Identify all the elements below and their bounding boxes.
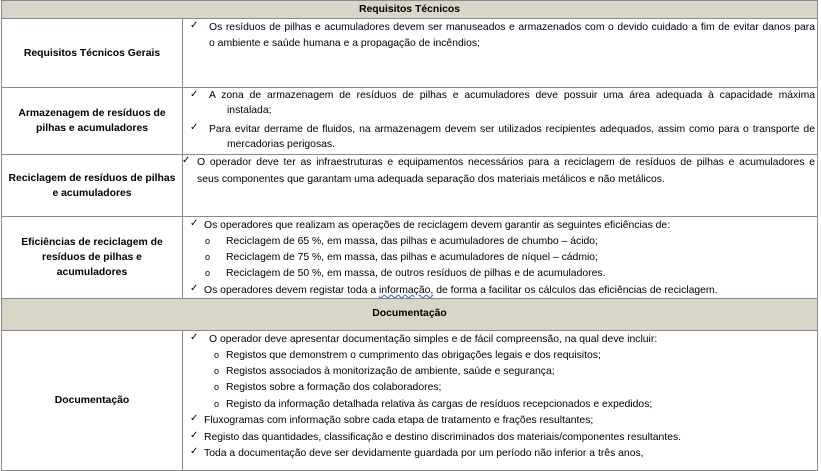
requirement-text-line: o ambiente e saúde humana e a propagação de incêndios;	[209, 38, 480, 49]
section-header-requisitos-tecnicos	[1, 0, 818, 19]
section-header-documentacao	[1, 299, 818, 331]
table-row-eficiencias	[1, 217, 818, 299]
text-part: de forma a facilitar os cálculos das eficiências de reciclagem.	[436, 285, 718, 296]
circle-bullet-icon: o	[205, 252, 211, 262]
sub-item-text: Reciclagem de 65 %, em massa, das pilhas e acumuladores de chumbo – ácido;	[226, 236, 598, 247]
check-icon: ✓	[190, 430, 199, 441]
requirement-text-line: Fluxogramas com informação sobre cada etapa de tratamento e frações resultantes;	[204, 415, 594, 426]
requirement-text-line: Registo das quantidades, classificação e destino discriminados dos materiais/componentes resultantes.	[204, 432, 682, 443]
sub-item-text: Registo da informação detalhada relativa às cargas de resíduos recepcionados e expedidos;	[226, 399, 653, 410]
requirement-text-line: Os resíduos de pilhas e acumuladores devem ser manuseados e armazenados com o devido cuidado a fim de evitar danos para	[209, 22, 815, 33]
requirement-text-line: A zona de armazenagem de resíduos de pilhas e acumuladores deve possuir uma área adequada à capacidade máxima	[209, 90, 815, 101]
requirement-text-line: mercadorias perigosas.	[227, 139, 335, 150]
check-icon: ✓	[190, 122, 199, 133]
check-icon: ✓	[182, 155, 191, 166]
table-row-documentacao	[1, 331, 818, 471]
requirement-text-line: Os operadores que realizam as operações de reciclagem devem garantir as seguintes eficiências de:	[204, 220, 671, 231]
row-content	[183, 88, 817, 154]
row-label: Reciclagem de resíduos de pilhas e acumuladores	[2, 155, 183, 216]
table-row-reciclagem	[1, 155, 818, 217]
row-label: Eficiências de reciclagem de resíduos de pilhas e acumuladores	[2, 217, 183, 298]
sub-item-text: Registos que demonstrem o cumprimento das obrigações legais e dos requisitos;	[226, 350, 601, 361]
requirement-text-line: Toda a documentação deve ser devidamente guardada por um período não inferior a três anos,	[204, 448, 644, 459]
requirement-text-line	[204, 284, 717, 298]
circle-bullet-icon: o	[214, 399, 220, 409]
sub-item-text: Reciclagem de 75 %, em massa, das pilhas e acumuladores de níquel – cádmio;	[226, 252, 598, 263]
check-icon: ✓	[190, 89, 199, 100]
row-label: Documentação	[2, 331, 183, 470]
table-row-armazenagem	[1, 88, 818, 155]
requirement-text-line: O operador deve ter as infraestruturas e equipamentos necessários para a reciclagem de resíduos de pilhas e acumuladores e	[197, 157, 815, 168]
row-label: Requisitos Técnicos Gerais	[2, 19, 183, 87]
section-title: Requisitos Técnicos	[358, 4, 461, 15]
check-icon: ✓	[190, 218, 199, 229]
circle-bullet-icon: o	[214, 350, 220, 360]
check-icon: ✓	[190, 413, 199, 424]
check-icon: ✓	[190, 446, 199, 457]
requirement-text-line: instalada;	[227, 105, 272, 116]
circle-bullet-icon: o	[205, 236, 211, 246]
check-icon: ✓	[190, 20, 199, 31]
circle-bullet-icon: o	[214, 382, 220, 392]
spellcheck-word: informação,	[379, 285, 434, 296]
sub-item-text: Reciclagem de 50 %, em massa, de outros resíduos de pilhas e de acumuladores.	[226, 268, 606, 279]
requirement-text-line: O operador deve apresentar documentação simples e de fácil compreensão, na qual deve incluir:	[209, 334, 658, 345]
row-content	[183, 155, 817, 216]
sub-item-text: Registos sobre a formação dos colaboradores;	[226, 382, 442, 393]
section-title: Documentação	[372, 308, 447, 319]
check-icon: ✓	[190, 283, 199, 294]
row-content	[183, 217, 817, 298]
row-content	[183, 19, 817, 87]
requirement-text-line: seus componentes que garantam uma adequada separação dos materiais metálicos e não metálicos.	[197, 174, 665, 185]
table-row-requisitos-gerais	[1, 19, 818, 88]
row-label: Armazenagem de resíduos de pilhas e acumuladores	[2, 88, 183, 154]
row-content	[183, 331, 817, 470]
circle-bullet-icon: o	[214, 366, 220, 376]
text-part: Os operadores devem registar toda a	[204, 285, 377, 296]
check-icon: ✓	[190, 332, 199, 343]
requirement-text-line: Para evitar derrame de fluidos, na armazenagem devem ser utilizados recipientes adequados, assim como para o transporte de	[209, 124, 815, 135]
circle-bullet-icon: o	[205, 268, 211, 278]
sub-item-text: Registos associados à monitorização de ambiente, saúde e segurança;	[226, 366, 555, 377]
